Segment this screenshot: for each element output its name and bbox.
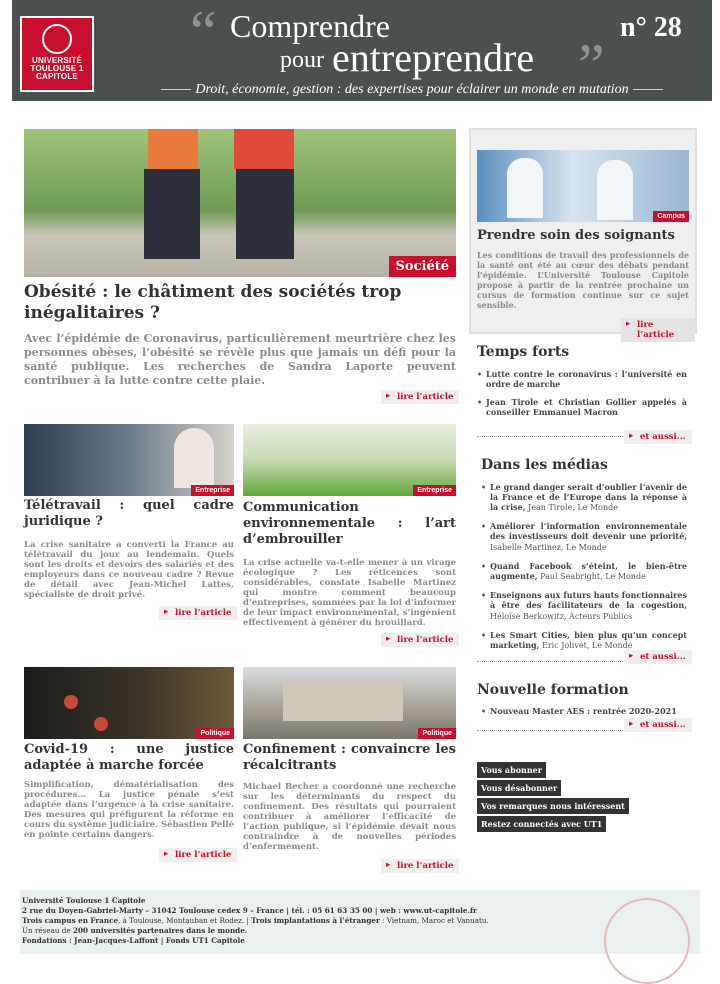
list-item-text: Quand Facebook s’éteint, le bien-être augmente, xyxy=(490,561,687,581)
formation-title: Nouvelle formation xyxy=(477,682,629,698)
category-badge: Politique xyxy=(418,728,456,739)
article-photo-environnement[interactable] xyxy=(243,424,456,496)
footer-campus-rest: , à Toulouse, Montauban et Rodez. | xyxy=(118,916,252,925)
feedback-button[interactable]: Vos remarques nous intéressent xyxy=(477,798,629,814)
read-more-link[interactable]: ▸ lire l’article xyxy=(621,318,695,342)
list-item-source: Héloïse Berkowitz, Acteurs Publics xyxy=(490,612,633,621)
main-article-summary: Avec l’épidémie de Coronavirus, particulièrement meurtrière chez les personnes obèses, l’obésité se révèle plus que jamais un défi pour la santé publique. Les recherches de Sandra Laporte peuvent contribuer à la lutte contre cette plaie. xyxy=(24,332,456,387)
see-more-link[interactable]: ▸ et aussi... xyxy=(624,650,692,664)
article-title[interactable]: Covid-19 : une justice adaptée à marche forcée xyxy=(24,742,234,773)
footer-name: Université Toulouse 1 Capitole xyxy=(22,896,146,905)
read-more-link[interactable]: ▸ lire l’article xyxy=(159,848,237,862)
article-photo-justice[interactable] xyxy=(24,667,234,739)
list-item[interactable] xyxy=(481,590,687,622)
list-item-source: Eric Jolivet, Le Monde xyxy=(539,641,633,650)
footer-network-bold: 200 universités partenaires dans le monde. xyxy=(72,926,248,935)
list-item[interactable] xyxy=(477,369,687,389)
category-badge: Politique xyxy=(196,728,234,739)
list-item[interactable] xyxy=(481,561,687,582)
campus-title[interactable]: Prendre soin des soignants xyxy=(477,228,675,243)
campus-photo[interactable] xyxy=(477,150,689,222)
list-item-text: Enseignons aux futurs hauts fonctionnaires à être des facilitateurs de la cogestion, xyxy=(490,590,687,610)
university-logo[interactable] xyxy=(20,16,94,92)
logo-line: TOULOUSE 1 xyxy=(30,64,84,73)
subscribe-button[interactable]: Vous abonner xyxy=(477,762,546,778)
footer-intl-rest: : Vietnam, Maroc et Vanuatu. xyxy=(379,916,489,925)
title-comprendre: Comprendre xyxy=(230,8,390,44)
read-more-link[interactable]: ▸ lire l’article xyxy=(381,859,459,873)
see-more-link[interactable]: ▸ et aussi... xyxy=(624,430,692,444)
article-photo-teletravail[interactable] xyxy=(24,424,234,496)
see-more-link[interactable]: ▸ et aussi... xyxy=(624,718,692,732)
footer-address[interactable]: 2 rue du Doyen-Gabriel-Marty – 31042 Toulouse cedex 9 – France | tél. : 05 61 63 35 00 | web : www.ut-capitole.fr xyxy=(22,906,477,915)
close-quote-icon: ” xyxy=(578,32,605,98)
temps-forts-list xyxy=(477,369,687,425)
category-badge: Entreprise xyxy=(191,485,234,496)
medias-list xyxy=(481,482,687,659)
article-title[interactable]: Confinement : convaincre les récalcitrants xyxy=(243,742,456,773)
tagline xyxy=(112,82,712,98)
list-item-text: Les Smart Cities, bien plus qu’un concept marketing, xyxy=(490,630,687,650)
medias-title: Dans les médias xyxy=(481,457,608,473)
header-banner xyxy=(12,0,712,101)
list-item-text: Jean Tirole et Christian Gollier appelés à conseiller Emmanuel Macron xyxy=(486,397,687,417)
footer-network-pre: Un réseau de xyxy=(22,926,73,935)
article-summary: Simplification, dématérialisation des procédures… La justice pénale s’est adaptée dans l’urgence à la crise sanitaire. Des mesures qui préfigurent la réforme en cours du système judiciaire. Sébastien Pellé en pointe certains dangers. xyxy=(24,780,234,840)
list-item[interactable] xyxy=(481,521,687,553)
footer xyxy=(20,890,700,954)
article-summary: La crise actuelle va-t-elle mener à un virage écologique ? Les réticences sont considérables, constate Isabelle Martinez qui montre comment beaucoup d’entreprises, sommées par la loi d’informer de leur impact environnemental, s’ingénient effectivement à générer du brouillard. xyxy=(243,558,456,628)
logo-line: UNIVERSITÉ xyxy=(31,56,82,65)
main-article-photo[interactable] xyxy=(24,129,456,277)
list-item-source: Paul Seabright, Le Monde xyxy=(537,572,646,581)
footer-foundations[interactable]: Fondations : Jean-Jacques-Laffont | Fonds UT1 Capitole xyxy=(22,936,245,945)
stay-connected-button[interactable]: Restez connectés avec UT1 xyxy=(477,816,606,832)
open-quote-icon: “ xyxy=(190,0,217,65)
article-photo-confinement[interactable] xyxy=(243,667,456,739)
list-item-text: Le grand danger serait d’oublier l’avenir de la France et de l’Europe dans la réponse à la crise, xyxy=(490,482,687,512)
list-item[interactable] xyxy=(481,706,687,716)
list-item-text: Améliorer l’information environnementale des investisseurs doit devenir une priorité, xyxy=(490,521,687,541)
category-badge: Entreprise xyxy=(413,485,456,496)
category-badge: Campus xyxy=(653,211,689,222)
read-more-link[interactable]: ▸ lire l’article xyxy=(381,390,459,404)
list-item-text: Lutte contre le coronavirus : l’université en ordre de marche xyxy=(486,369,687,389)
list-item[interactable] xyxy=(477,397,687,417)
footer-intl-bold: Trois implantations à l’étranger xyxy=(251,916,380,925)
article-title[interactable]: Télétravail : quel cadre juridique ? xyxy=(24,498,234,529)
seal-icon xyxy=(42,24,72,54)
list-item-text: Nouveau Master AES : rentrée 2020-2021 xyxy=(490,706,677,716)
campus-box xyxy=(469,128,697,340)
temps-forts-title: Temps forts xyxy=(477,344,570,360)
issue-number: n° 28 xyxy=(620,12,682,43)
article-title[interactable]: Communication environnementale : l’art d’embrouiller xyxy=(243,500,456,547)
logo-line: CAPITOLE xyxy=(36,72,78,81)
read-more-link[interactable]: ▸ lire l’article xyxy=(159,606,237,620)
campus-summary: Les conditions de travail des professionnels de la santé ont été au cœur des débats pendant l’épidémie. L’Université Toulouse Capitole propose à partir de la rentrée prochaine un cursus de formation continue sur ce sujet sensible. xyxy=(477,250,689,310)
category-badge: Société xyxy=(389,256,456,277)
list-item[interactable] xyxy=(481,630,687,651)
tagline-text: Droit, économie, gestion : des expertises pour éclairer un monde en mutation xyxy=(195,82,629,97)
title-pour: pour xyxy=(280,47,324,73)
list-item-source: Jean Tirole, Le Monde xyxy=(525,503,618,512)
main-article-title[interactable]: Obésité : le châtiment des sociétés trop inégalitaires ? xyxy=(24,282,402,323)
article-summary: La crise sanitaire a converti la France au télétravail du jour au lendemain. Quels sont les droits et devoirs des salariés et des employeurs dans ce nouveau cadre ? Revue de détail avec Jean-Michel Lattes, spécialiste de droit privé. xyxy=(24,540,234,600)
title-entreprendre: entreprendre xyxy=(332,35,535,80)
footer-campus-bold: Trois campus en France xyxy=(22,916,119,925)
read-more-link[interactable]: ▸ lire l’article xyxy=(381,633,459,647)
article-summary: Michael Becher a coordonné une recherche sur les déterminants du respect du confinement. Des résultats qui pourraient contribuer à améliorer l’efficacité de l’action publique, si l’épidémie devait nous contraindre à de nouvelles périodes d’enfermement. xyxy=(243,782,456,852)
list-item[interactable] xyxy=(481,482,687,513)
unsubscribe-button[interactable]: Vous désabonner xyxy=(477,780,561,796)
list-item-source: Isabelle Martinez, Le Monde xyxy=(490,543,607,552)
